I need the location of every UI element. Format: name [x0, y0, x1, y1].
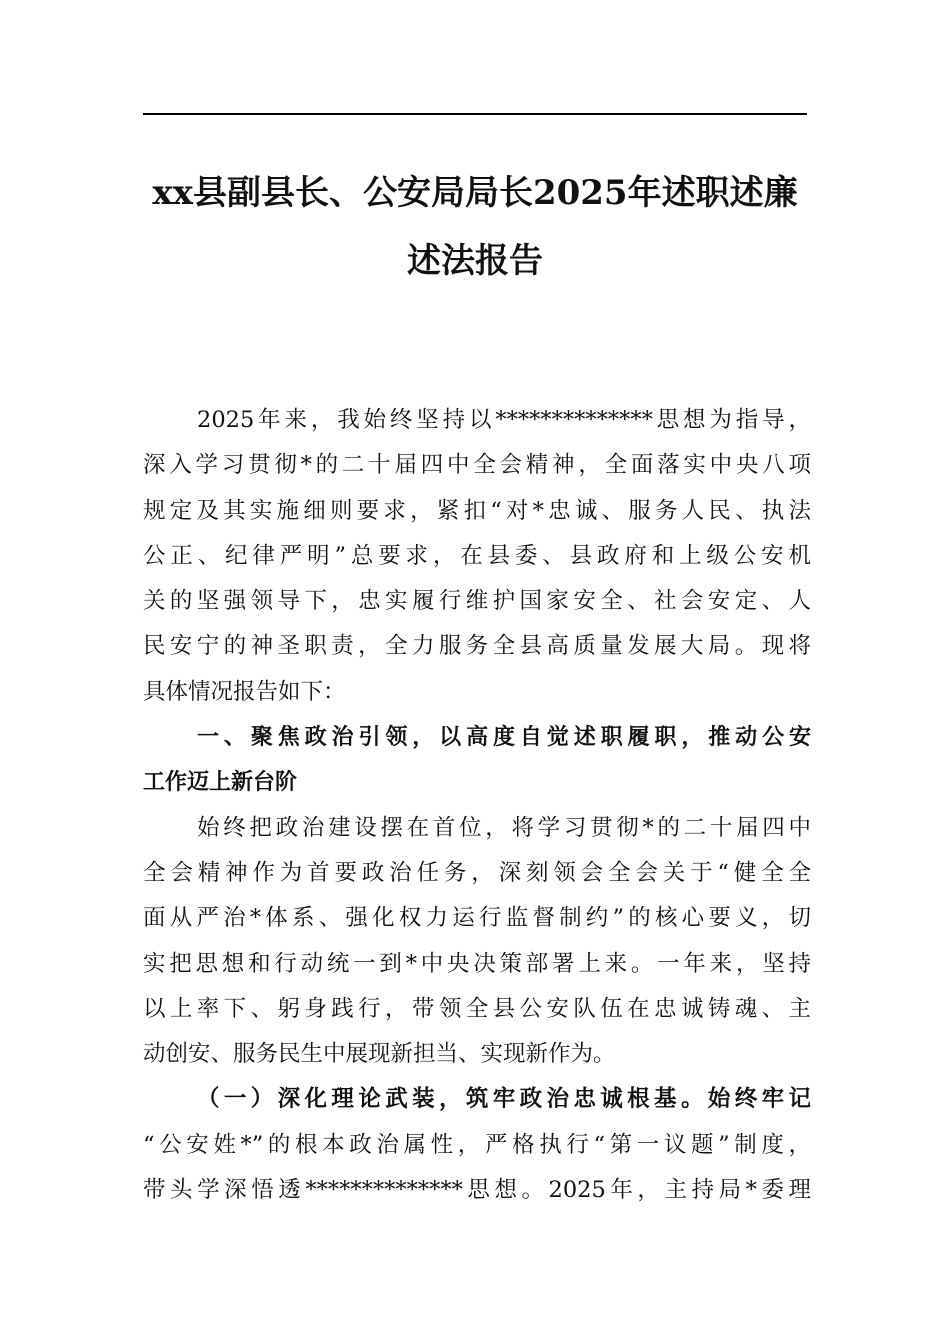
section-heading-line: 一、聚焦政治引领，以高度自觉述职履职，推动公安 [197, 725, 811, 751]
body-line: 动创安、服务民生中展现新担当、实现新作为。 [143, 1041, 616, 1068]
body-line: 实把思想和行动统一到*中央决策部署上来。一年来，坚持 [143, 950, 811, 977]
body-line: 2025年来，我始终坚持以**************思想为指导， [197, 407, 811, 433]
body-line: “公安姓*”的根本政治属性，严格执行“第一议题”制度， [143, 1131, 811, 1158]
document-title-line-1: xx县副县长、公安局局长2025年述职述廉 [152, 173, 798, 213]
section-heading-line: 工作迈上新台阶 [143, 770, 298, 796]
document-title-line-2: 述法报告 [407, 241, 543, 281]
body-line: 始终把政治建设摆在首位，将学习贯彻*的二十届四中 [197, 814, 811, 841]
body-line: 具体情况报告如下： [143, 678, 346, 705]
body-line: 深入学习贯彻*的二十届四中全会精神，全面落实中央八项 [143, 452, 811, 479]
subsection-line: （一）深化理论武装，筑牢政治忠诚根基。始终牢记 [197, 1086, 811, 1113]
body-line: 公正、纪律严明”总要求，在县委、县政府和上级公安机 [143, 542, 811, 569]
body-line: 关的坚强领导下，忠实履行维护国家安全、社会安定、人 [143, 588, 811, 615]
document-body [143, 398, 811, 1213]
body-line: 带头学深悟透**************思想。2025年，主持局*委理 [143, 1177, 811, 1204]
body-line: 以上率下、躬身践行，带领全县公安队伍在忠诚铸魂、主 [143, 995, 811, 1022]
body-line: 全会精神作为首要政治任务，深刻领会全会关于“健全全 [143, 859, 811, 886]
body-line: 民安宁的神圣职责，全力服务全县高质量发展大局。现将 [143, 633, 811, 660]
header-rule [143, 113, 807, 115]
body-line: 面从严治*体系、强化权力运行监督制约”的核心要义，切 [143, 905, 811, 932]
body-line: 规定及其实施细则要求，紧扣“对*忠诚、服务人民、执法 [143, 497, 811, 524]
